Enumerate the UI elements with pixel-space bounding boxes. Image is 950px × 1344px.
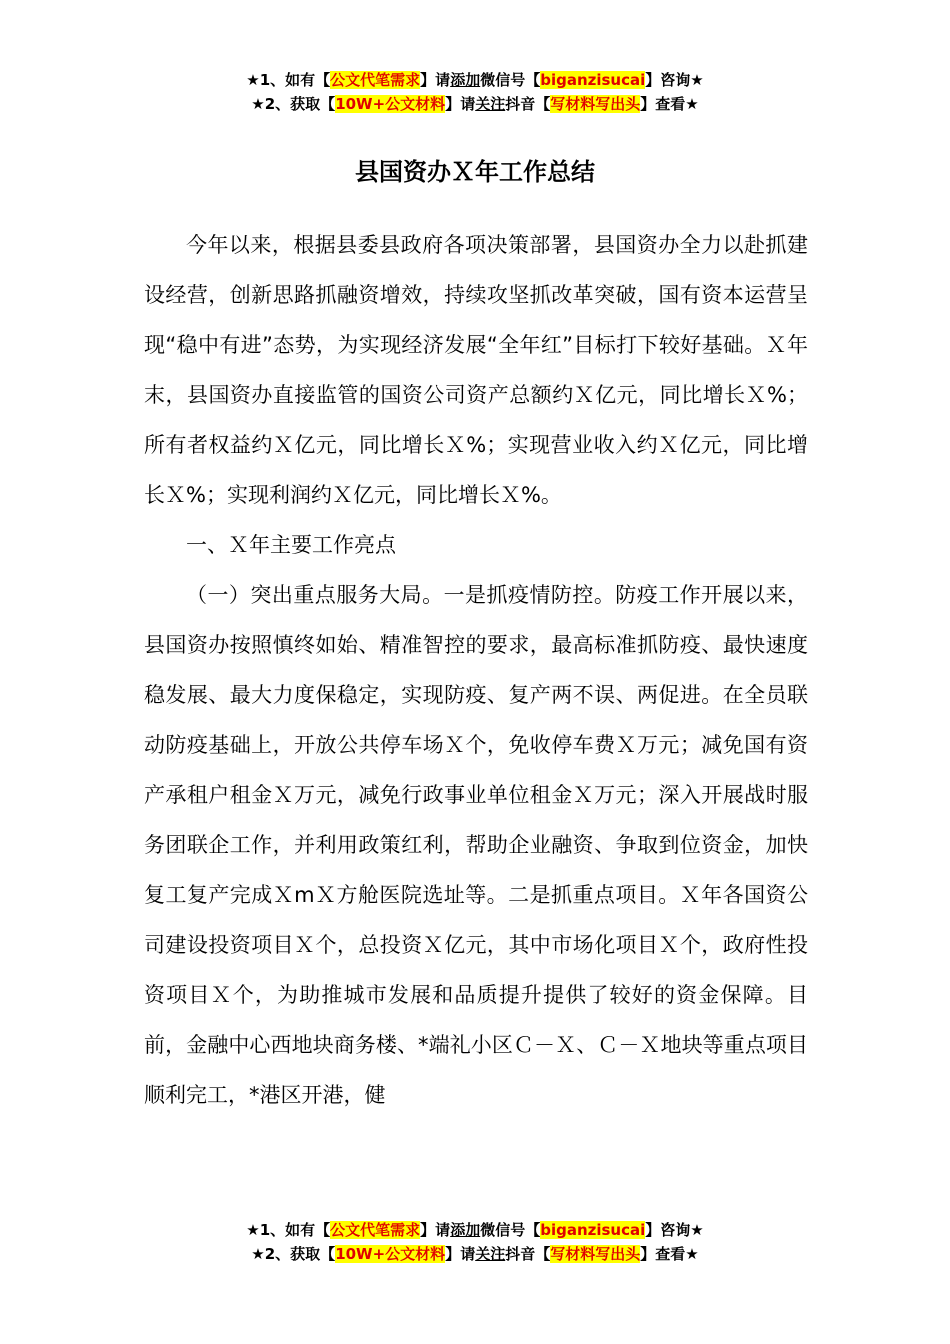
highlight-service: 公文代笔需求 xyxy=(330,1221,421,1239)
promo-banner-top xyxy=(0,68,950,116)
highlight-service: 公文代笔需求 xyxy=(330,71,421,89)
promo-line-1: ★1、如有【公文代笔需求】请添加微信号【biganzisucai】咨询★ xyxy=(246,1221,704,1239)
document-title: 县国资办Ｘ年工作总结 xyxy=(355,158,595,186)
promo-banner-bottom xyxy=(0,1218,950,1266)
document-body xyxy=(144,220,808,1120)
highlight-douyin-account: 写材料写出头 xyxy=(550,1245,641,1263)
promo-line-2: ★2、获取【10W+公文材料】请关注抖音【写材料写出头】查看★ xyxy=(251,1245,699,1263)
promo-line-2: ★2、获取【10W+公文材料】请关注抖音【写材料写出头】查看★ xyxy=(251,95,699,113)
highlight-materials: 10W+公文材料 xyxy=(335,1245,446,1263)
promo-line-1: ★1、如有【公文代笔需求】请添加微信号【biganzisucai】咨询★ xyxy=(246,71,704,89)
highlight-wechat-id: biganzisucai xyxy=(540,1221,646,1239)
highlight-douyin-account: 写材料写出头 xyxy=(550,95,641,113)
section-heading: 一、Ｘ年主要工作亮点 xyxy=(186,533,396,557)
highlight-wechat-id: biganzisucai xyxy=(540,71,646,89)
intro-paragraph: 今年以来，根据县委县政府各项决策部署，县国资办全力以赴抓建设经营，创新思路抓融资增效，持续攻坚抓改革突破，国有资本运营呈现“稳中有进”态势，为实现经济发展“全年红”目标打下较好基础。Ｘ年末，县国资办直接监管的国资公司资产总额约Ｘ亿元，同比增长Ｘ%；所有者权益约Ｘ亿元，同比增长Ｘ%；实现营业收入约Ｘ亿元，同比增长Ｘ%；实现利润约Ｘ亿元，同比增长Ｘ%。 xyxy=(144,233,808,507)
highlight-materials: 10W+公文材料 xyxy=(335,95,446,113)
body-paragraph: （一）突出重点服务大局。一是抓疫情防控。防疫工作开展以来，县国资办按照慎终如始、精准智控的要求，最高标准抓防疫、最快速度稳发展、最大力度保稳定，实现防疫、复产两不误、两促进。在全员联动防疫基础上，开放公共停车场Ｘ个，免收停车费Ｘ万元；减免国有资产承租户租金Ｘ万元，减免行政事业单位租金Ｘ万元；深入开展战时服务团联企工作，并利用政策红利，帮助企业融资、争取到位资金，加快复工复产完成ＸmＸ方舱医院选址等。二是抓重点项目。Ｘ年各国资公司建设投资项目Ｘ个，总投资Ｘ亿元，其中市场化项目Ｘ个，政府性投资项目Ｘ个，为助推城市发展和品质提升提供了较好的资金保障。目前，金融中心西地块商务楼、*端礼小区Ｃ－Ｘ、Ｃ－Ｘ地块等重点项目顺利完工，*港区开港，健 xyxy=(144,583,808,1107)
